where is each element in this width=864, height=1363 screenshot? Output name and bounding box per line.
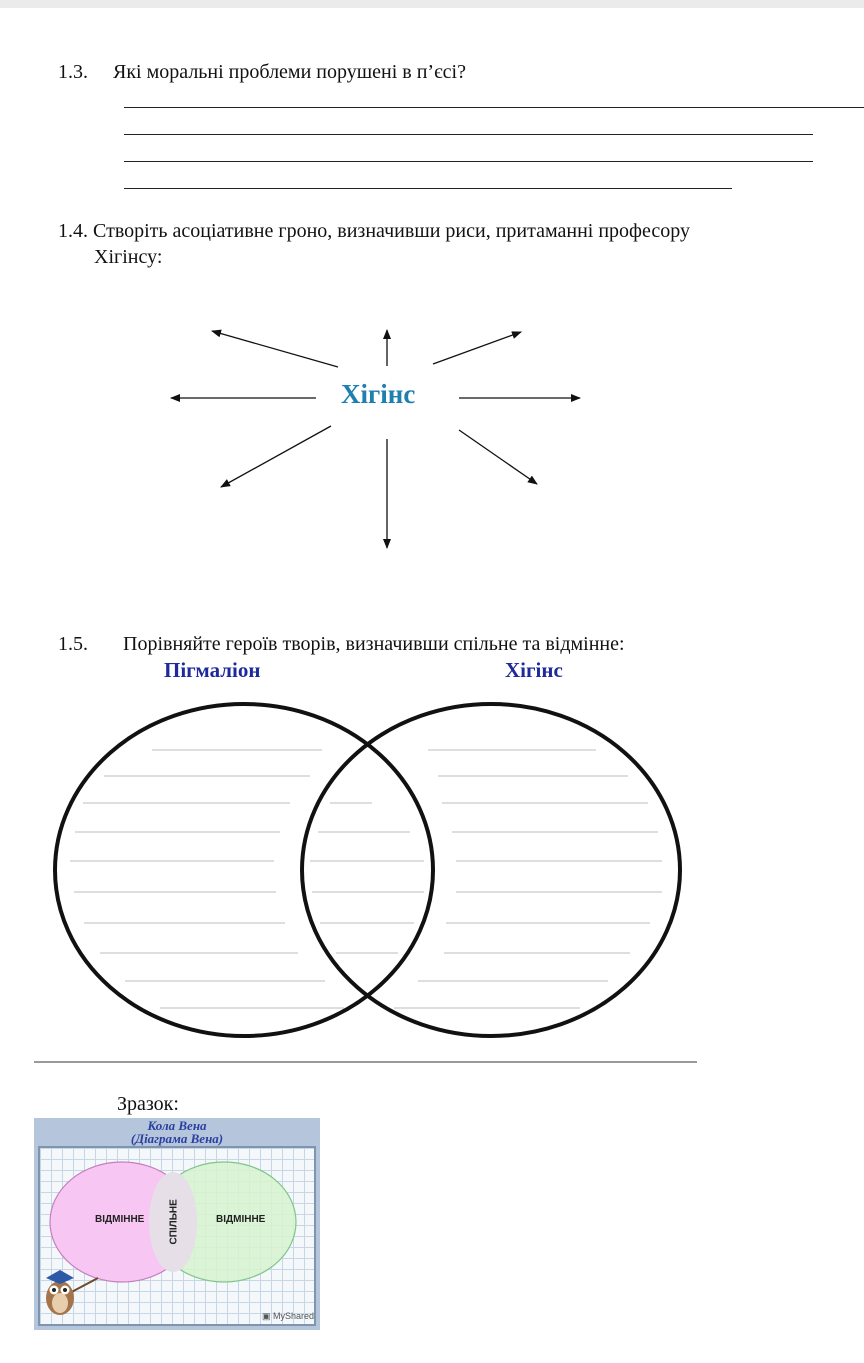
left-hero-heading: Пігмаліон	[164, 658, 261, 682]
venn-left-circle	[55, 704, 433, 1036]
sample-title-line2: (Діаграма Вена)	[130, 1131, 224, 1146]
venn-right-circle	[302, 704, 680, 1036]
question-1-4-line2: Хігінсу:	[94, 246, 163, 268]
right-hero-heading: Хігінс	[505, 658, 563, 682]
sample-label: Зразок:	[117, 1093, 179, 1115]
sample-right-label: ВІДМІННЕ	[216, 1214, 266, 1225]
question-text: Порівняйте героїв творів, визначивши спільне та відмінне:	[123, 633, 625, 655]
question-text: Які моральні проблеми порушені в п’єсі?	[113, 61, 466, 83]
owl-icon	[46, 1270, 98, 1315]
cluster-center-word: Хігінс	[341, 379, 416, 409]
sample-title-line1: Кола Вена	[147, 1118, 207, 1133]
question-number: 1.3.	[58, 61, 88, 83]
sample-venn-image	[34, 1118, 320, 1330]
sample-middle-label: СПІЛЬНЕ	[168, 1199, 180, 1245]
separator-line	[34, 1061, 697, 1063]
question-number: 1.5.	[58, 633, 88, 655]
sample-brand	[262, 1311, 314, 1322]
brand-icon: ▣	[262, 1311, 271, 1321]
sample-left-label: ВІДМІННЕ	[95, 1214, 145, 1225]
question-1-4-line1: 1.4. Створіть асоціативне гроно, визначивши риси, притаманні професору	[58, 220, 690, 242]
brand-text: MyShared	[273, 1311, 315, 1321]
